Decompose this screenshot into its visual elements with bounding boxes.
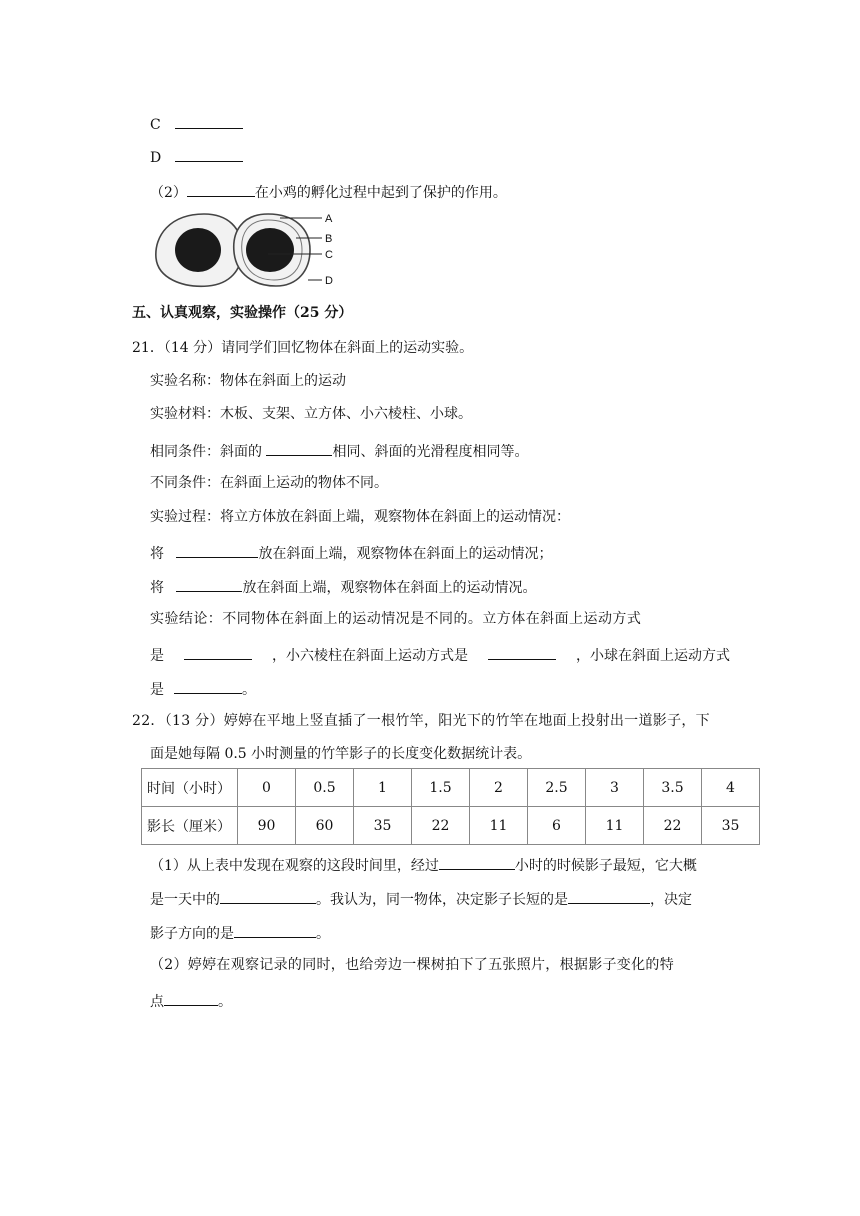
blank-q22-direction-factor[interactable] [234,921,316,938]
blank-q21-step2[interactable] [176,541,258,558]
q21-name: 实验名称：物体在斜面上的运动 [150,373,346,389]
q21-same-conditions [150,439,528,462]
q20-part2-prefix: （2） [150,185,187,201]
q21-step3-prefix: 将 [150,580,169,596]
q21-conclusion-line1: 实验结论：不同物体在斜面上的运动情况是不同的。立方体在斜面上运动方式 [150,611,642,627]
blank-q20-part2[interactable] [187,180,255,197]
length-cell: 60 [296,807,354,845]
q21-conclusion-b: ，小六棱柱在斜面上运动方式是 [272,648,468,664]
q21-conclusion-d: 是 [150,682,164,698]
shadow-length-table [141,768,760,845]
q21-diff-conditions: 不同条件：在斜面上运动的物体不同。 [150,475,388,491]
q22-p1-f: 影子方向的是 [150,926,234,942]
q22-p2-b: 。 [218,994,232,1010]
q21-conclusion-line3 [150,677,256,700]
time-header-cell: 时间（小时） [142,769,238,807]
time-cell: 2.5 [528,769,586,807]
answer-line-d [150,145,243,168]
egg-diagram [150,208,340,294]
q21-step2-suffix: 放在斜面上端，观察物体在斜面上的运动情况； [258,546,553,562]
blank-q21-step3[interactable] [176,575,242,592]
label-a: A [325,213,333,225]
blank-q22-hours[interactable] [439,853,515,870]
blank-d[interactable] [175,145,243,162]
length-cell: 22 [644,807,702,845]
q22-part1-line2 [150,887,692,910]
time-cell: 2 [470,769,528,807]
q21-materials: 实验材料：木板、支架、立方体、小六棱柱、小球。 [150,406,472,422]
q22-p1-d: 。我认为，同一物体，决定影子长短的是 [316,892,568,908]
answer-label-d: D [150,150,162,166]
blank-q22-time-of-day[interactable] [220,887,316,904]
time-cell: 1 [354,769,412,807]
section-title: 五、认真观察，实验操作（25 分） [132,305,353,321]
time-cell: 1.5 [412,769,470,807]
q21-conclusion-e: 。 [242,682,256,698]
blank-q21-same[interactable] [266,439,332,456]
q22-intro-line1: 22．（13 分）婷婷在平地上竖直插了一根竹竿，阳光下的竹竿在地面上投射出一道影子，下 [132,713,710,729]
q21-same-prefix: 相同条件：斜面的 [150,444,267,460]
time-cell: 4 [702,769,760,807]
left-egg-yolk [175,228,221,272]
answer-label-c: C [150,117,161,133]
q20-part2 [150,180,507,203]
q22-part2-line1: （2）婷婷在观察记录的同时，也给旁边一棵树拍下了五张照片，根据影子变化的特 [150,957,675,973]
q21-step2 [150,541,552,564]
q22-p1-b: 小时的时候影子最短，它大概 [514,858,697,874]
blank-q21-hexprism[interactable] [488,643,556,660]
q22-part1-line1 [150,853,697,876]
q21-step3-suffix: 放在斜面上端，观察物体在斜面上的运动情况。 [242,580,537,596]
q22-part1-line3 [150,921,330,944]
q21-conclusion-line2 [150,643,730,666]
time-cell: 3 [586,769,644,807]
blank-q21-ball[interactable] [174,677,242,694]
q21-intro: 21．（14 分）请同学们回忆物体在斜面上的运动实验。 [132,340,474,356]
q22-p1-e: ，决定 [650,892,692,908]
blank-q22-photo[interactable] [164,989,218,1006]
length-cell: 6 [528,807,586,845]
right-egg-yolk [246,228,294,272]
q21-conclusion-a: 是 [150,648,164,664]
q21-same-suffix: 相同、斜面的光滑程度相同等。 [332,444,529,460]
q21-process: 实验过程：将立方体放在斜面上端，观察物体在斜面上的运动情况： [150,509,570,525]
q22-p1-g: 。 [316,926,330,942]
label-d: D [325,275,333,287]
length-cell: 35 [702,807,760,845]
q21-step3 [150,575,536,598]
q21-step2-prefix: 将 [150,546,169,562]
q21-conclusion-c: ，小球在斜面上运动方式 [576,648,730,664]
q20-part2-text: 在小鸡的孵化过程中起到了保护的作用。 [254,185,507,201]
q22-p1-a: （1）从上表中发现在观察的这段时间里，经过 [150,858,439,874]
length-cell: 90 [238,807,296,845]
blank-c[interactable] [175,112,243,129]
q22-intro-line2: 面是她每隔 0.5 小时测量的竹竿影子的长度变化数据统计表。 [150,746,532,762]
q22-part2-line2 [150,989,232,1012]
answer-line-c [150,112,243,135]
blank-q22-length-factor[interactable] [568,887,650,904]
time-cell: 3.5 [644,769,702,807]
blank-q21-cube[interactable] [184,643,252,660]
length-cell: 22 [412,807,470,845]
label-b: B [325,233,333,245]
time-cell: 0.5 [296,769,354,807]
length-cell: 11 [586,807,644,845]
label-c: C [325,249,333,261]
table-row-length [142,807,760,845]
length-header-cell: 影长（厘米） [142,807,238,845]
q22-p1-c: 是一天中的 [150,892,220,908]
length-cell: 35 [354,807,412,845]
q22-p2-a: 点 [150,994,164,1010]
table-row-time [142,769,760,807]
length-cell: 11 [470,807,528,845]
time-cell: 0 [238,769,296,807]
